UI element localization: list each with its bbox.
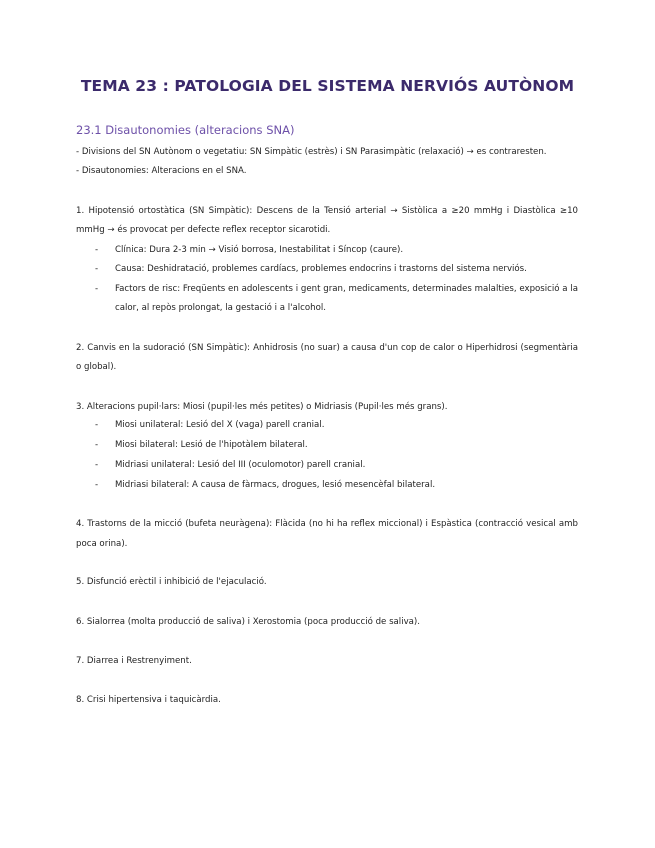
item-1-bullet-1: Clínica: Dura 2-3 min → Visió borrosa, Inestabilitat i Síncop (caure). [115, 245, 404, 255]
bullet-marker: - [95, 440, 99, 450]
intro-line-1: - Divisions del SN Autònom o vegetatiu: SN Simpàtic (estrès) i SN Parasimpàtic (relaxació) → es contraresten. [76, 147, 547, 157]
item-6: 6. Sialorrea (molta producció de saliva) i Xerostomia (poca producció de saliva). [76, 617, 421, 627]
item-1-bullet-3b: calor, al repòs prolongat, la gestació i a l'alcohol. [115, 303, 326, 313]
item-3-bullet-1: Miosi unilateral: Lesió del X (vaga) parell cranial. [115, 420, 325, 430]
item-3-bullet-2: Miosi bilateral: Lesió de l'hipotàlem bilateral. [115, 440, 308, 450]
item-3-bullet-3: Midriasi unilateral: Lesió del III (oculomotor) parell cranial. [115, 460, 366, 470]
page-title: TEMA 23 : PATOLOGIA DEL SISTEMA NERVIÓS AUTÒNOM [80, 77, 575, 95]
item-1-bullet-2: Causa: Deshidratació, problemes cardíacs, problemes endocrins i trastorns del sistema nerviós. [115, 264, 527, 274]
bullet-marker: - [95, 245, 99, 255]
item-2-line-1: 2. Canvis en la sudoració (SN Simpàtic): Anhidrosis (no suar) a causa d'un cop de calor o Hiperhidrosi (segmentària [76, 343, 578, 353]
item-3-bullet-4: Midriasi bilateral: A causa de fàrmacs, drogues, lesió mesencèfal bilateral. [115, 480, 436, 490]
item-1-bullet-3a: Factors de risc: Freqüents en adolescents i gent gran, medicaments, determinades malalties, exposició a la [115, 284, 578, 294]
item-5: 5. Disfunció erèctil i inhibició de l'ejaculació. [76, 577, 267, 587]
item-7: 7. Diarrea i Restrenyiment. [76, 656, 192, 666]
item-1-line-2: mmHg → és provocat per defecte reflex receptor sicarotidi. [76, 225, 331, 235]
bullet-marker: - [95, 284, 99, 294]
item-2-line-2: o global). [76, 362, 117, 372]
bullet-marker: - [95, 480, 99, 490]
item-4-line-1: 4. Trastorns de la micció (bufeta neuràgena): Flàcida (no hi ha reflex miccional) i Espàstica (contracció vesical amb [76, 519, 578, 529]
item-8: 8. Crisi hipertensiva i taquicàrdia. [76, 695, 221, 705]
bullet-marker: - [95, 264, 99, 274]
item-4-line-2: poca orina). [76, 539, 128, 549]
section-heading: 23.1 Disautonomies (alteracions SNA) [76, 123, 295, 137]
item-1-line-1: 1. Hipotensió ortostàtica (SN Simpàtic): Descens de la Tensió arterial → Sistòlica a ≥20 mmHg i Diastòlica ≥10 [76, 206, 578, 216]
bullet-marker: - [95, 420, 99, 430]
item-3-line-1: 3. Alteracions pupil·lars: Miosi (pupil·les més petites) o Midriasis (Pupil·les més grans). [76, 402, 448, 412]
intro-line-2: - Disautonomies: Alteracions en el SNA. [76, 166, 247, 176]
bullet-marker: - [95, 460, 99, 470]
